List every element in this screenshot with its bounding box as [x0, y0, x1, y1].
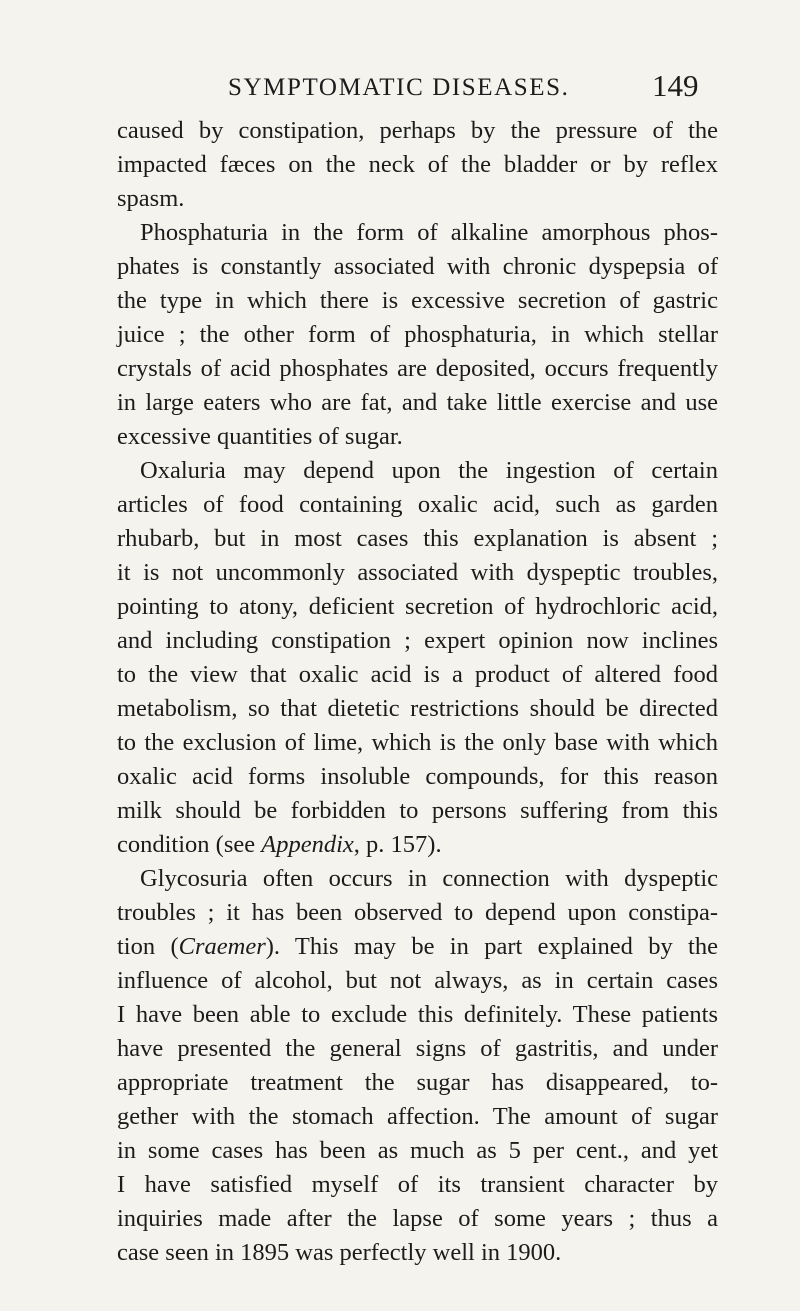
text-line: appropriate treatment the sugar has disappeared, to- [117, 1069, 718, 1096]
text-line: to the view that oxalic acid is a product of altered food [117, 661, 718, 688]
author-citation: Craemer [178, 933, 266, 960]
text-line: juice ; the other form of phosphaturia, in which stellar [117, 321, 718, 348]
text-line: in some cases has been as much as 5 per cent., and yet [117, 1137, 718, 1164]
text-line: I have satisfied myself of its transient character by [117, 1171, 718, 1198]
text-line: Oxaluria may depend upon the ingestion of certain [140, 457, 718, 484]
text-line [117, 932, 718, 962]
text-line: in large eaters who are fat, and take little exercise and use [117, 389, 718, 416]
text-line [117, 830, 442, 860]
text-line: caused by constipation, perhaps by the pressure of the [117, 117, 718, 144]
text-line: impacted fæces on the neck of the bladder or by reflex [117, 151, 718, 178]
text-line: crystals of acid phosphates are deposited, occurs frequently [117, 355, 718, 382]
running-head: SYMPTOMATIC DISEASES. [228, 74, 570, 101]
text-line: phates is constantly associated with chronic dyspepsia of [117, 253, 718, 280]
text-line: gether with the stomach affection. The amount of sugar [117, 1103, 718, 1130]
text-segment: , p. 157). [353, 831, 442, 858]
text-line: metabolism, so that dietetic restrictions should be directed [117, 695, 718, 722]
text-line: have presented the general signs of gastritis, and under [117, 1035, 718, 1062]
text-line: pointing to atony, deficient secretion of hydrochloric acid, [117, 593, 718, 620]
text-line: troubles ; it has been observed to depend upon constipa- [117, 899, 718, 926]
text-line: Phosphaturia in the form of alkaline amorphous phos- [140, 219, 718, 246]
text-segment: condition (see [117, 831, 262, 858]
text-line: influence of alcohol, but not always, as in certain cases [117, 967, 718, 994]
text-line: it is not uncommonly associated with dyspeptic troubles, [117, 559, 718, 586]
text-line: excessive quantities of sugar. [117, 423, 403, 450]
text-line: case seen in 1895 was perfectly well in 1900. [117, 1239, 562, 1266]
text-line: the type in which there is excessive secretion of gastric [117, 287, 718, 314]
page-number: 149 [652, 68, 699, 103]
text-line: oxalic acid forms insoluble compounds, for this reason [117, 763, 718, 790]
text-segment: ). This may be in part explained by the [265, 933, 718, 960]
text-line: spasm. [117, 185, 185, 212]
text-line: rhubarb, but in most cases this explanation is absent ; [117, 525, 718, 552]
text-line: I have been able to exclude this definitely. These patients [117, 1001, 718, 1028]
text-line: to the exclusion of lime, which is the only base with which [117, 729, 718, 756]
text-line: and including constipation ; expert opinion now inclines [117, 627, 718, 654]
appendix-reference: Appendix [261, 831, 354, 858]
text-line: inquiries made after the lapse of some years ; thus a [117, 1205, 718, 1232]
text-line: milk should be forbidden to persons suffering from this [117, 797, 718, 824]
text-segment: tion ( [117, 933, 179, 960]
text-line: Glycosuria often occurs in connection with dyspeptic [140, 865, 718, 892]
text-line: articles of food containing oxalic acid, such as garden [117, 491, 718, 518]
